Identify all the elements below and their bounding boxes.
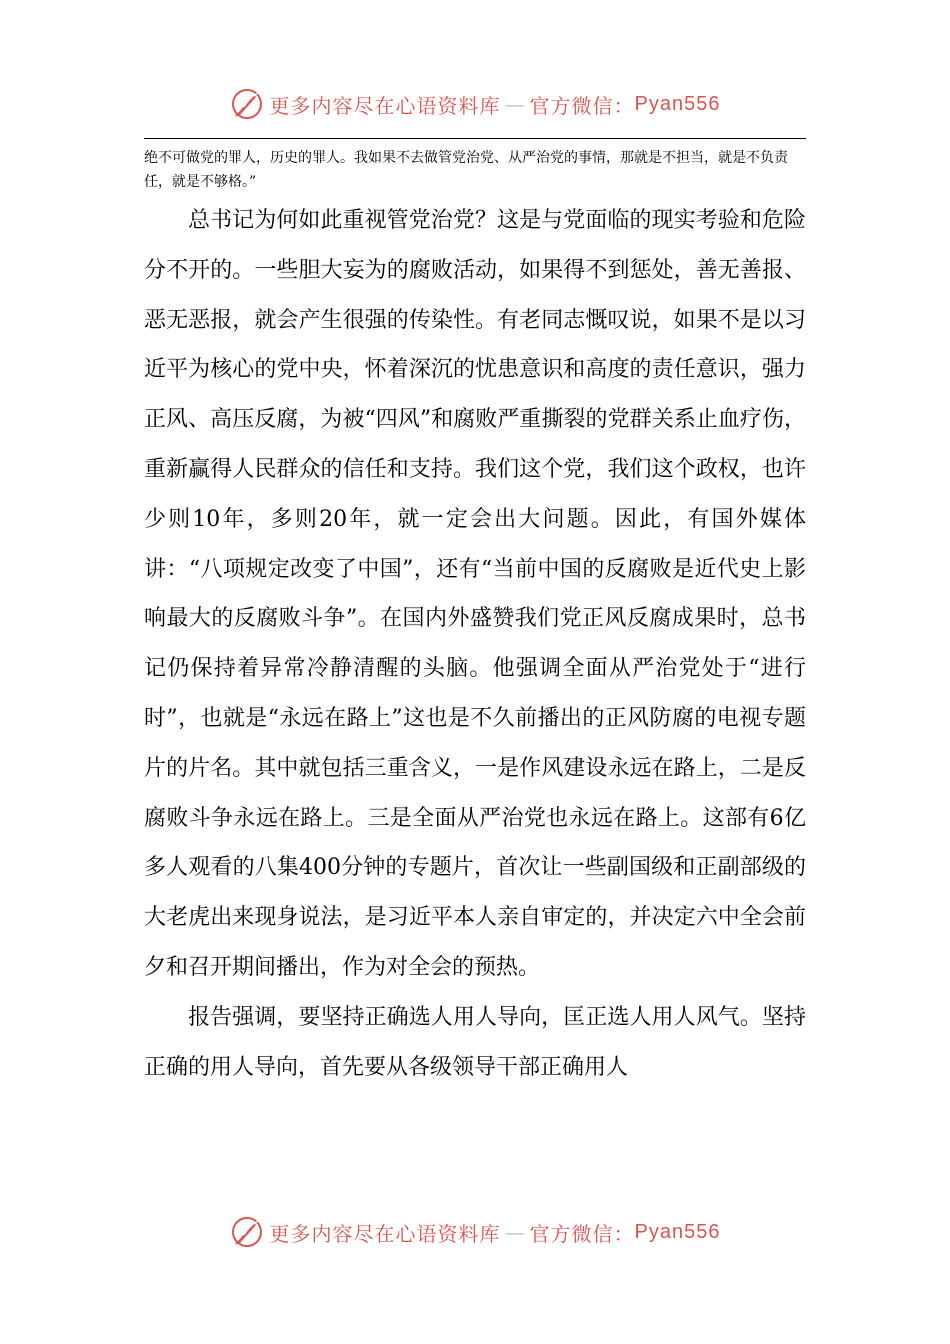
banner-separator: — — [504, 92, 526, 116]
body-paragraph: 总书记为何如此重视管党治党？这是与党面临的现实考验和危险分不开的。一些胆大妄为的腐败活动，如果得不到惩处，善无善报、恶无恶报，就会产生很强的传染性。有老同志慨叹说，如果不是以习近平为核心的党中央，怀着深沉的忧患意识和高度的责任意识，强力正风、高压反腐，为被“四风”和腐败严重撕裂的党群关系止血疗伤，重新赢得人民群众的信任和支持。我们这个党，我们这个政权，也许少则10年，多则20年，就一定会出大问题。因此，有国外媒体讲：“八项规定改变了中国”，还有“当前中国的反腐败是近代史上影响最大的反腐败斗争”。在国内外盛赞我们党正风反腐成果时，总书记仍保持着异常冷静清醒的头脑。他强调全面从严治党处于“进行时”，也就是“永远在路上”这也是不久前播出的正风防腐的电视专题片的片名。其中就包括三重含义，一是作风建设永远在路上，二是反腐败斗争永远在路上。三是全面从严治党也永远在路上。这部有6亿多人观看的八集400分钟的专题片，首次让一些副国级和正副部级的大老虎出来现身说法，是习近平本人亲自审定的，并决定六中全会前夕和召开期间播出，作为对全会的预热。 — [144, 208, 806, 980]
footer-banner — [0, 1212, 950, 1252]
banner-main-text: 更多内容尽在心语资料库 — [269, 93, 501, 118]
header-divider — [144, 138, 806, 139]
banner-wechat-label: 官方微信： — [529, 93, 635, 118]
banner-wechat-label: 官方微信： — [529, 1221, 635, 1246]
body-paragraph: 报告强调，要坚持正确选人用人导向，匡正选人用人风气。坚持正确的用人导向，首先要从各级领导干部正确用人 — [144, 1004, 806, 1080]
banner-wechat-id: Pyan556 — [634, 1220, 721, 1243]
header-banner — [0, 84, 950, 124]
quill-pen-logo-icon — [230, 87, 264, 121]
banner-main-text: 更多内容尽在心语资料库 — [269, 1221, 501, 1246]
banner-wechat-id: Pyan556 — [634, 92, 721, 115]
quill-pen-logo-icon — [230, 1215, 264, 1249]
continuation-quote: 绝不可做党的罪人，历史的罪人。我如果不去做管党治党、从严治党的事情，那就是不担当，就是不负责任，就是不够格。” — [144, 150, 788, 190]
body-text — [144, 196, 806, 1092]
banner-separator: — — [504, 1220, 526, 1244]
